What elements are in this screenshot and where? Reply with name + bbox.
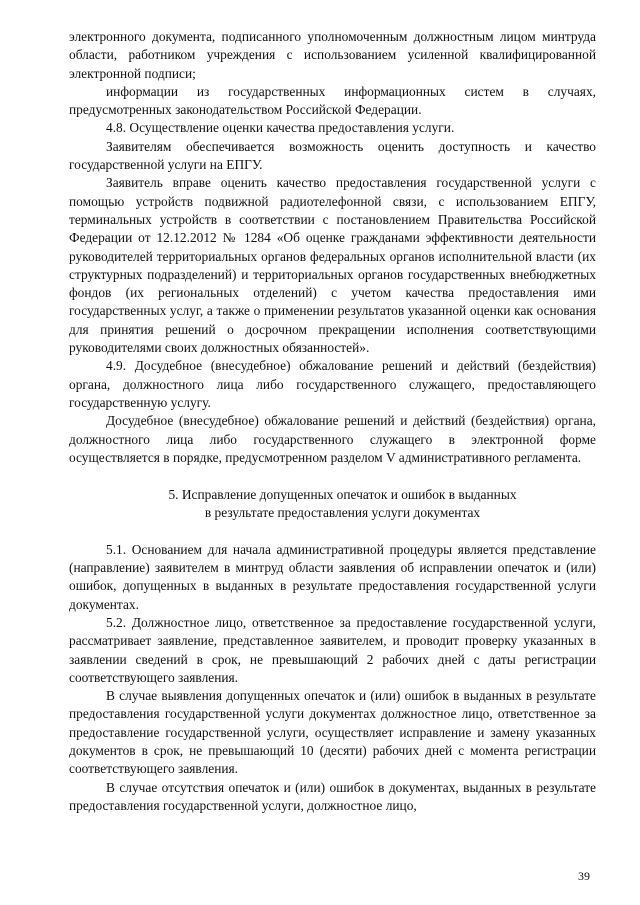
paragraph: информации из государственных информационных систем в случаях, предусмотренных законодательством Российской Федерации.: [69, 83, 596, 118]
document-page: [69, 28, 596, 815]
paragraph: В случае выявления допущенных опечаток и (или) ошибок в выданных в результате предоставления государственной услуги документах должностное лицо, ответственное за предоставление государственной услуги, осуществляет исправление и замену указанных документов в срок, не превышающий 10 (десяти) рабочих дней с момента регистрации соответствующего заявления.: [69, 688, 596, 777]
section-4-9-title: 4.9. Досудебное (внесудебное) обжалование решений и действий (бездействия) органа, должностного лица либо государственного служащего, предоставляющего государственную услугу.: [69, 358, 596, 410]
paragraph: Досудебное (внесудебное) обжалование решений и действий (бездействия) органа, должностного лица либо государственного служащего в электронной форме осуществляется в порядке, предусмотренном разделом V административного регламента.: [69, 413, 596, 465]
section-heading-line-2: в результате предоставления услуги документах: [204, 505, 481, 521]
section-heading-line-1: 5. Исправление допущенных опечаток и ошибок в выданных: [168, 487, 517, 503]
paragraph: 5.1. Основанием для начала административной процедуры является представление (направление) заявителем в минтруд области заявления об исправлении опечаток и (или) ошибок, допущенных в выданных в результате предоставления государственной услуги документах.: [69, 541, 596, 612]
paragraph: электронного документа, подписанного уполномоченным должностным лицом минтруда области, работником учреждения с использованием усиленной квалифицированной электронной подписи;: [69, 29, 596, 81]
paragraph: 5.2. Должностное лицо, ответственное за предоставление государственной услуги, рассматривает заявление, представленное заявителем, и проводит проверку указанных в заявлении сведений в срок, не превышающий 2 рабочих дней с даты регистрации соответствующего заявления.: [69, 614, 596, 685]
paragraph: Заявителям обеспечивается возможность оценить доступность и качество государственной услуги на ЕПГУ.: [69, 138, 596, 173]
spacer: [69, 467, 596, 486]
page-number: 39: [578, 869, 590, 883]
paragraph: В случае отсутствия опечаток и (или) ошибок в документах, выданных в результате предоставления государственной услуги, должностное лицо,: [69, 779, 596, 813]
section-4-8-title: 4.8. Осуществление оценки качества предоставления услуги.: [106, 120, 455, 136]
spacer: [69, 523, 596, 541]
paragraph: Заявитель вправе оценить качество предоставления государственной услуги с помощью устройств подвижной радиотелефонной связи, с использованием ЕПГУ, терминальных устройств в соответствии с постановлением Правительства Российской Федерации от 12.12.2012 № 1284 «Об оценке гражданами эффективности деятельности руководителей территориальных органов федеральных органов исполнительной власти (их структурных подразделений) и территориальных органов государственных внебюджетных фондов (их региональных отделений) с учетом качества предоставления ими государственных услуг, а также о применении результатов указанной оценки как основания для принятия решений о досрочном прекращении исполнения соответствующими руководителями своих должностных обязанностей».: [69, 175, 596, 356]
